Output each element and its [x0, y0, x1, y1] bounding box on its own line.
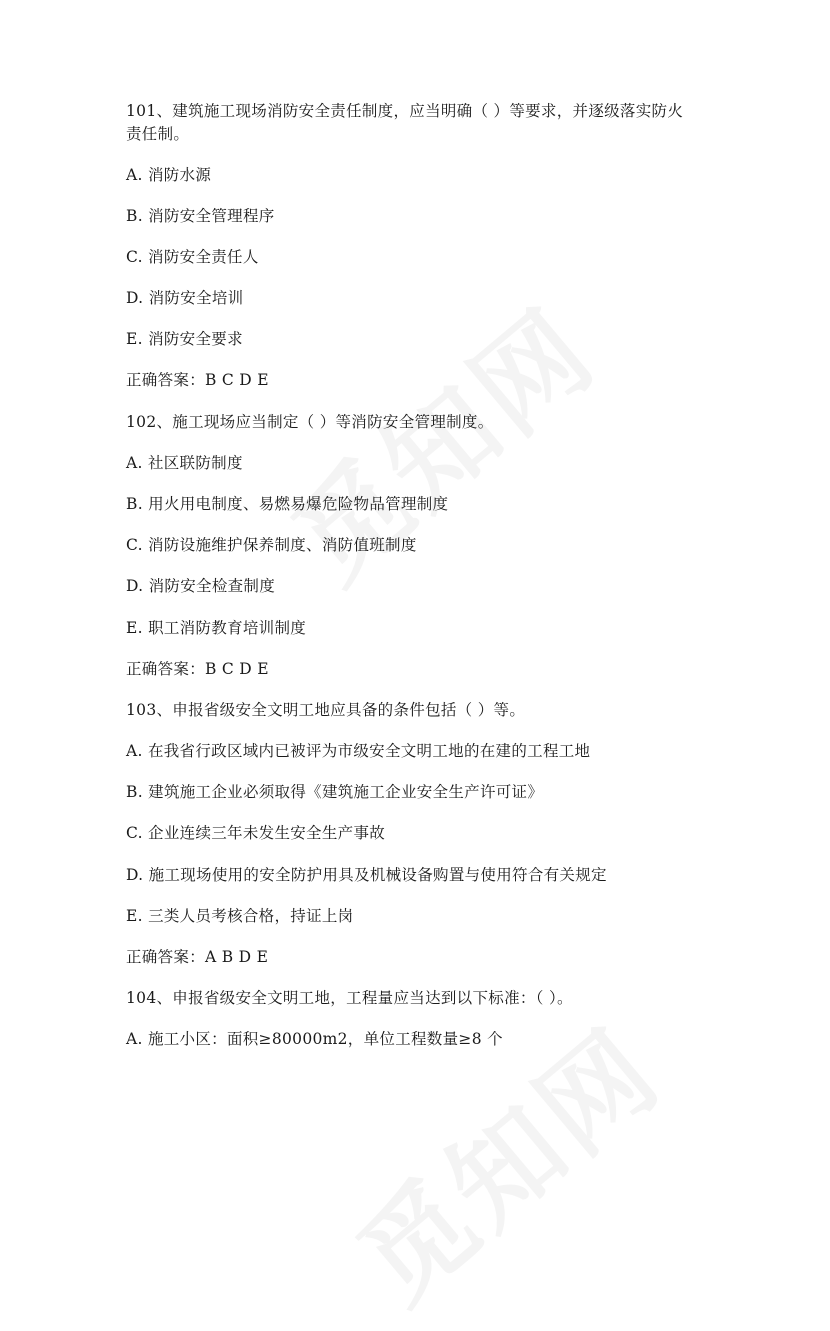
answer-text: 正确答案：B C D E — [126, 371, 269, 389]
question-text: 103、申报省级安全文明工地应具备的条件包括（ ）等。 — [126, 701, 526, 719]
option-a: A. 消防水源 — [126, 166, 212, 184]
option-c: C. 消防安全责任人 — [126, 248, 259, 266]
watermark — [255, 267, 623, 612]
option-d: D. 施工现场使用的安全防护用具及机械设备购置与使用符合有关规定 — [126, 866, 607, 884]
option-a: A. 在我省行政区域内已被评为市级安全文明工地的在建的工程工地 — [126, 742, 591, 760]
answer-text: 正确答案：B C D E — [126, 660, 269, 678]
option-b: B. 用火用电制度、易燃易爆危险物品管理制度 — [126, 495, 449, 513]
option-e: E. 消防安全要求 — [126, 330, 243, 348]
question-text: 102、施工现场应当制定（ ）等消防安全管理制度。 — [126, 413, 494, 431]
option-c: C. 消防设施维护保养制度、消防值班制度 — [126, 536, 417, 554]
option-d: D. 消防安全检查制度 — [126, 577, 276, 595]
option-e: E. 职工消防教育培训制度 — [126, 619, 307, 637]
question-text: 104、申报省级安全文明工地，工程量应当达到以下标准：（ ）。 — [126, 989, 573, 1007]
option-a: A. 施工小区：面积≥80000m2，单位工程数量≥8 个 — [126, 1030, 503, 1048]
option-d: D. 消防安全培训 — [126, 289, 244, 307]
option-b: B. 消防安全管理程序 — [126, 207, 275, 225]
option-b: B. 建筑施工企业必须取得《建筑施工企业安全生产许可证》 — [126, 783, 544, 801]
answer-text: 正确答案：A B D E — [126, 948, 269, 966]
option-a: A. 社区联防制度 — [126, 454, 243, 472]
question-text: 101、建筑施工现场消防安全责任制度，应当明确（ ）等要求，并逐级落实防火 — [126, 102, 684, 120]
option-c: C. 企业连续三年未发生安全生产事故 — [126, 824, 386, 842]
question-text: 责任制。 — [126, 125, 190, 143]
option-e: E. 三类人员考核合格，持证上岗 — [126, 907, 354, 925]
